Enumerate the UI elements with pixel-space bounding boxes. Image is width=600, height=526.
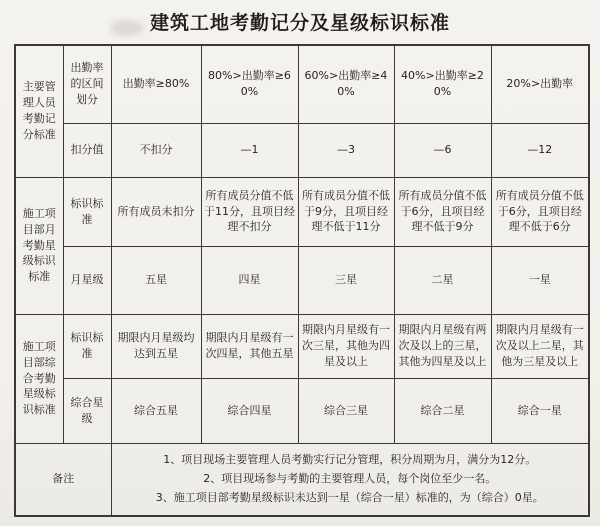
deduction-value-cell: 不扣分 xyxy=(111,123,201,177)
comprehensive-criteria-cell: 期限内月星级有一次及以上二星，其他为三星及以上 xyxy=(491,314,589,378)
monthly-star-row-label: 月星级 xyxy=(63,246,111,314)
monthly-criteria-cell: 所有成员分值不低于11分，且项目经理不扣分 xyxy=(201,177,298,246)
attendance-range-row-label: 出勤率的区间划分 xyxy=(63,45,111,123)
comprehensive-criteria-row-label: 标识标准 xyxy=(63,314,111,378)
monthly-star-cell: 二星 xyxy=(394,246,491,314)
comprehensive-star-row xyxy=(15,378,589,443)
page-title: 建筑工地考勤记分及星级标识标准 xyxy=(149,12,450,34)
attendance-range-row xyxy=(15,45,589,123)
remarks-note: 2、项目现场参与考勤的主要管理人员，每个岗位至少一名。 xyxy=(203,471,497,485)
attendance-range-cell: 40%>出勤率≥20% xyxy=(394,45,491,123)
section1-label: 主要管理人员考勤记分标准 xyxy=(15,45,63,177)
monthly-star-cell: 五星 xyxy=(111,246,201,314)
comprehensive-criteria-row xyxy=(15,314,589,378)
attendance-range-cell: 60%>出勤率≥40% xyxy=(298,45,394,123)
section3-label: 施工项目部综合考勤星级标识标准 xyxy=(15,314,63,443)
remarks-row xyxy=(15,443,589,516)
deduction-value-cell: —3 xyxy=(298,123,394,177)
monthly-criteria-row-label: 标识标准 xyxy=(63,177,111,246)
comprehensive-star-row-label: 综合星级 xyxy=(63,378,111,443)
monthly-star-cell: 四星 xyxy=(201,246,298,314)
comprehensive-criteria-cell: 期限内月星级均达到五星 xyxy=(111,314,201,378)
attendance-range-cell: 80%>出勤率≥60% xyxy=(201,45,298,123)
deduction-value-cell: —6 xyxy=(394,123,491,177)
comprehensive-star-cell: 综合一星 xyxy=(491,378,589,443)
standards-table xyxy=(14,44,590,517)
monthly-criteria-cell: 所有成员分值不低于6分，且项目经理不低于6分 xyxy=(491,177,589,246)
remarks-note: 3、施工项目部考勤星级标识未达到一星（综合一星）标准的，为（综合）0星。 xyxy=(155,490,544,504)
section2-label: 施工项目部月考勤星级标识标准 xyxy=(15,177,63,314)
deduction-value-cell: —12 xyxy=(491,123,589,177)
comprehensive-criteria-cell: 期限内月星级有两次及以上的三星，其他为四星及以上 xyxy=(394,314,491,378)
monthly-star-cell: 一星 xyxy=(491,246,589,314)
remarks-note: 1、项目现场主要管理人员考勤实行记分管理，积分周期为月，满分为12分。 xyxy=(163,453,537,467)
comprehensive-criteria-cell: 期限内月星级有一次四星，其他五星 xyxy=(201,314,298,378)
attendance-range-cell: 20%>出勤率 xyxy=(491,45,589,123)
monthly-criteria-cell: 所有成员分值不低于9分，且项目经理不低于11分 xyxy=(298,177,394,246)
comprehensive-star-cell: 综合四星 xyxy=(201,378,298,443)
monthly-criteria-row xyxy=(15,177,589,246)
comprehensive-star-cell: 综合二星 xyxy=(394,378,491,443)
attendance-range-cell: 出勤率≥80% xyxy=(111,45,201,123)
monthly-criteria-cell: 所有成员未扣分 xyxy=(111,177,201,246)
deduction-value-cell: —1 xyxy=(201,123,298,177)
deduction-value-row-label: 扣分值 xyxy=(63,123,111,177)
comprehensive-star-cell: 综合五星 xyxy=(111,378,201,443)
comprehensive-star-cell: 综合三星 xyxy=(298,378,394,443)
comprehensive-criteria-cell: 期限内月星级有一次三星，其他为四星及以上 xyxy=(298,314,394,378)
monthly-star-cell: 三星 xyxy=(298,246,394,314)
remarks-label: 备注 xyxy=(15,443,111,516)
monthly-criteria-cell: 所有成员分值不低于6分，且项目经理不低于9分 xyxy=(394,177,491,246)
remarks-notes xyxy=(111,443,589,516)
monthly-star-row xyxy=(15,246,589,314)
deduction-value-row xyxy=(15,123,589,177)
